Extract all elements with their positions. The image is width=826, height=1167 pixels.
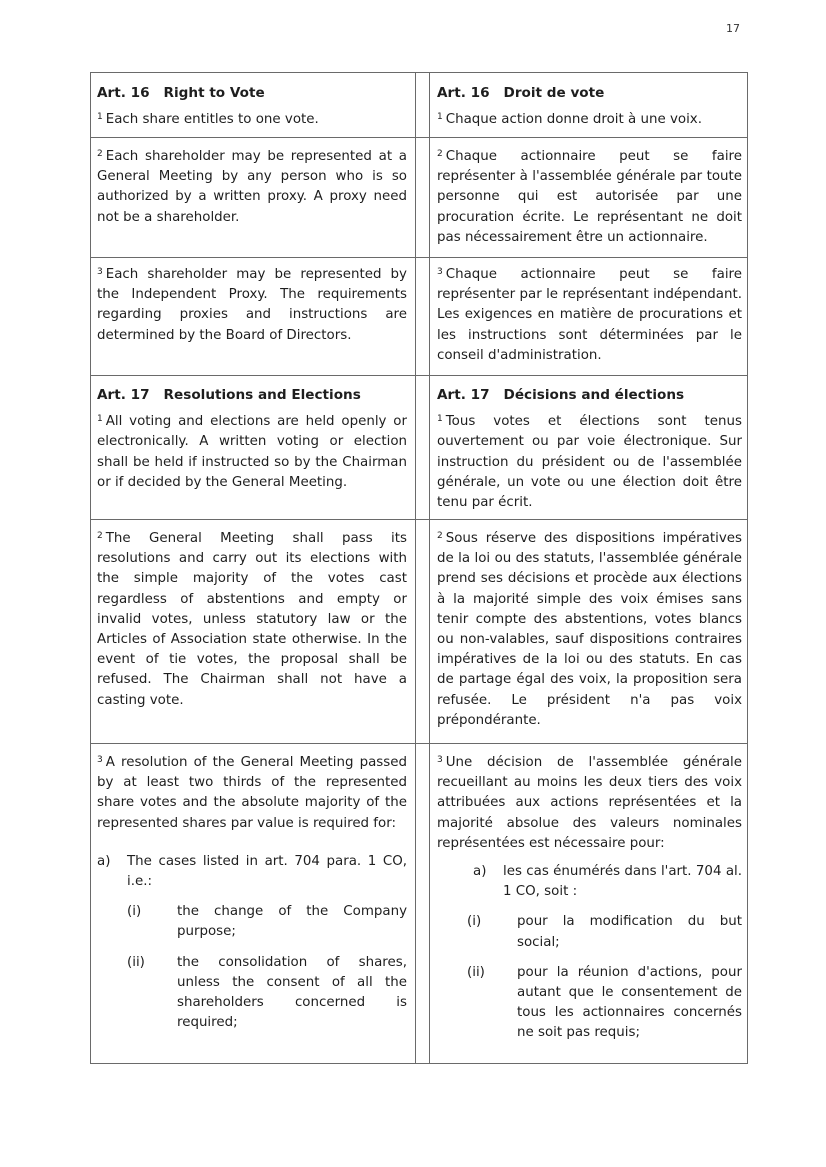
paragraph (437, 147, 742, 248)
list-item-a (437, 862, 742, 902)
art16-para2-en-cell (97, 147, 407, 228)
list-marker: (i) (127, 904, 142, 920)
article-number: Art. 17 (437, 387, 490, 403)
article-number: Art. 16 (97, 85, 150, 101)
article-number: Art. 17 (97, 387, 150, 403)
paragraph-text: Tous votes et élections sont tenus ouvertement ou par voie électronique. Sur instruction du président ou de l'assemblée générale, un vote ou une élection doit être tenu par écrit. (437, 414, 742, 511)
paragraph-text: A resolution of the General Meeting passed by at least two thirds of the represented share votes and the absolute majority of the represented shares par value is required for: (97, 755, 407, 831)
art17-para3-en-cell (97, 753, 407, 1033)
list-marker: (ii) (127, 954, 145, 970)
row-divider (91, 137, 747, 138)
art17-para3-fr-cell (437, 753, 742, 1044)
art16-fr-heading (437, 83, 742, 103)
article-title: Décisions and élections (503, 387, 685, 403)
article-title: Droit de vote (503, 85, 605, 101)
paragraph (97, 753, 407, 834)
row-divider (91, 743, 747, 744)
paragraph-number: 1 (97, 414, 103, 425)
paragraph (437, 529, 742, 731)
paragraph-number: 2 (437, 149, 443, 159)
paragraph-text: Chaque actionnaire peut se faire représenter par le représentant indépendant. Les exigences en matière de procurations et les instructions sont déterminées par le conseil d'administration. (437, 267, 742, 363)
list-item-text: the consolidation of shares, unless the consent of all the shareholders concerned is required; (177, 954, 407, 1031)
paragraph-text: All voting and elections are held openly or electronically. A written voting or election shall be held if instructed so by the Chairman or if decided by the General Meeting. (97, 414, 407, 490)
page-number: 17 (726, 22, 740, 35)
paragraph (97, 412, 407, 493)
bilingual-articles-table (90, 72, 748, 1064)
list-marker: a) (473, 864, 487, 880)
art16-para2-fr-cell (437, 147, 742, 248)
list-marker: a) (97, 853, 111, 869)
paragraph-number: 1 (437, 414, 443, 425)
row-divider (91, 375, 747, 376)
list-item-ii (437, 963, 742, 1044)
paragraph-number: 3 (437, 755, 443, 765)
paragraph (97, 110, 407, 130)
list-marker: (ii) (467, 964, 485, 980)
article-title: Resolutions and Elections (163, 387, 361, 403)
paragraph (437, 412, 742, 513)
paragraph-number: 3 (97, 755, 103, 765)
list-item-text: the change of the Company purpose; (177, 904, 407, 940)
paragraph-number: 1 (437, 112, 443, 123)
paragraph-number: 1 (97, 112, 103, 123)
art17-para2-en-cell (97, 529, 407, 711)
paragraph-number: 2 (97, 149, 103, 159)
column-divider-right (429, 73, 430, 1063)
row-divider (91, 519, 747, 520)
art17-en-cell (97, 385, 407, 493)
paragraph (97, 147, 407, 228)
paragraph (97, 529, 407, 711)
article-title: Right to Vote (163, 85, 265, 101)
paragraph-text: Each shareholder may be represented by the Independent Proxy. The requirements regarding proxies and instructions are determined by the Board of Directors. (97, 267, 407, 343)
paragraph-text: The General Meeting shall pass its resolutions and carry out its elections with the simple majority of the votes cast regardless of abstentions and empty or invalid votes, unless statutory law or the Articles of Association state otherwise. In the event of tie votes, the proposal shall be refused. The Chairman shall not have a casting vote. (97, 531, 407, 708)
paragraph (437, 265, 742, 366)
paragraph-text: Sous réserve des dispositions impératives de la loi ou des statuts, l'assemblée générale prend ses décisions et procède aux élections à la majorité simple des voix émises sans tenir compte des abstentions, votes blancs ou non-valables, sauf dispositions contraires impératives de la loi ou des statuts. En cas de partage égal des voix, la proposition sera refusée. Le président n'a pas voix prépondérante. (437, 531, 742, 728)
paragraph-number: 2 (97, 531, 103, 541)
art17-en-heading (97, 385, 407, 405)
art16-para3-en-cell (97, 265, 407, 346)
article-number: Art. 16 (437, 85, 490, 101)
list-item-i (437, 912, 742, 952)
paragraph-text: Each share entitles to one vote. (105, 112, 319, 128)
art17-fr-heading (437, 385, 742, 405)
art17-para2-fr-cell (437, 529, 742, 731)
art16-en-cell (97, 83, 407, 130)
list-item-text: The cases listed in art. 704 para. 1 CO, i.e.: (127, 853, 407, 890)
paragraph-number: 3 (437, 267, 443, 277)
list-item-i (97, 902, 407, 942)
list-marker: (i) (467, 914, 482, 930)
row-divider (91, 257, 747, 258)
paragraph (437, 753, 742, 854)
art16-en-heading (97, 83, 407, 103)
paragraph-number: 2 (437, 531, 443, 541)
paragraph-text: Chaque action donne droit à une voix. (445, 112, 702, 128)
list-item-ii (97, 953, 407, 1034)
paragraph-text: Une décision de l'assemblée générale recueillant au moins les deux tiers des voix attribuées aux actions représentées et la majorité absolue des valeurs nominales représentées est nécessaire pour: (437, 755, 742, 851)
paragraph (97, 265, 407, 346)
paragraph (437, 110, 742, 130)
paragraph-text: Chaque actionnaire peut se faire représenter à l'assemblée générale par toute personne qui est autorisée par une procuration écrite. Le représentant ne doit pas nécessairement être un actionnaire. (437, 149, 742, 245)
list-item-text: les cas énumérés dans l'art. 704 al. 1 CO, soit : (503, 864, 742, 900)
list-item-a (97, 852, 407, 892)
list-item-text: pour la modification du but social; (517, 914, 742, 950)
column-divider-left (415, 73, 416, 1063)
list-item-text: pour la réunion d'actions, pour autant que le consentement de tous les actionnaires concernés ne soit pas requis; (517, 964, 742, 1041)
art16-para3-fr-cell (437, 265, 742, 366)
paragraph-text: Each shareholder may be represented at a General Meeting by any person who is so authorized by a written proxy. A proxy need not be a shareholder. (97, 149, 407, 225)
paragraph-number: 3 (97, 267, 103, 277)
art16-fr-cell (437, 83, 742, 130)
art17-fr-cell (437, 385, 742, 513)
